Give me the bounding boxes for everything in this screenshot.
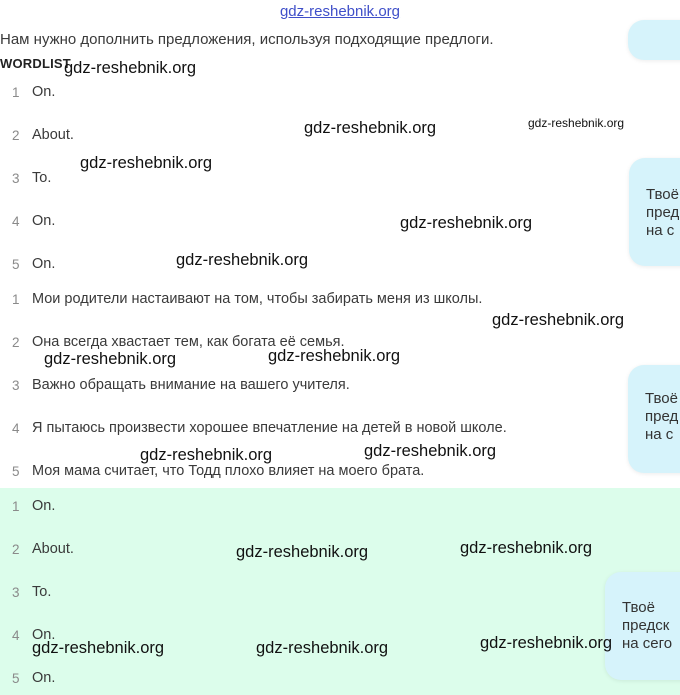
answer-item bbox=[0, 538, 74, 560]
item-text: Важно обращать внимание на вашего учителя. bbox=[32, 377, 350, 393]
watermark: gdz-reshebnik.org bbox=[80, 154, 213, 172]
wordlist-item bbox=[0, 210, 55, 232]
item-text: Я пытаюсь произвести хорошее впечатление на детей в новой школе. bbox=[32, 420, 507, 436]
wordlist-item bbox=[0, 124, 74, 146]
item-text: Моя мама считает, что Тодд плохо влияет на моего брата. bbox=[32, 463, 425, 479]
wordlist-item bbox=[0, 253, 55, 275]
item-text: On. bbox=[32, 627, 56, 643]
item-number: 2 bbox=[12, 127, 20, 143]
watermark: gdz-reshebnik.org bbox=[304, 119, 437, 137]
bubble-line: на сего bbox=[622, 635, 673, 652]
item-text: On. bbox=[32, 498, 56, 514]
answer-item bbox=[0, 495, 55, 517]
answer-item bbox=[0, 581, 51, 603]
bubble-line: на с bbox=[646, 222, 675, 239]
item-number: 4 bbox=[12, 213, 20, 229]
watermark: gdz-reshebnik.org bbox=[256, 639, 389, 657]
bubble-line: пред bbox=[645, 408, 679, 425]
item-number: 4 bbox=[12, 420, 20, 436]
item-text: About. bbox=[32, 541, 74, 557]
item-number: 2 bbox=[12, 334, 20, 350]
watermark: gdz-reshebnik.org bbox=[364, 442, 497, 460]
item-number: 5 bbox=[12, 256, 20, 272]
item-number: 5 bbox=[12, 463, 20, 479]
item-number: 2 bbox=[12, 541, 20, 557]
watermark: gdz-reshebnik.org bbox=[236, 543, 369, 561]
watermark: gdz-reshebnik.org bbox=[528, 116, 625, 130]
watermark: gdz-reshebnik.org bbox=[400, 214, 533, 232]
item-number: 3 bbox=[12, 377, 20, 393]
watermark: gdz-reshebnik.org bbox=[32, 639, 165, 657]
item-text: On. bbox=[32, 670, 56, 686]
chat-bubble-top[interactable] bbox=[628, 20, 680, 60]
watermark: gdz-reshebnik.org bbox=[176, 251, 309, 269]
bubble-line: на с bbox=[645, 426, 674, 443]
watermark: gdz-reshebnik.org bbox=[460, 539, 593, 557]
watermark: gdz-reshebnik.org bbox=[492, 311, 625, 329]
item-number: 4 bbox=[12, 627, 20, 643]
bubble-line: Твоё bbox=[646, 186, 679, 203]
instruction-text: Нам нужно дополнить предложения, используя подходящие предлоги. bbox=[0, 31, 494, 48]
item-number: 1 bbox=[12, 498, 20, 514]
chat-bubble-3[interactable] bbox=[605, 572, 680, 680]
item-text: Она всегда хвастает тем, как богата её семья. bbox=[32, 334, 345, 350]
item-number: 1 bbox=[12, 84, 20, 100]
item-text: On. bbox=[32, 84, 56, 100]
translation-item bbox=[0, 374, 350, 396]
translation-item bbox=[0, 288, 482, 310]
watermark: gdz-reshebnik.org bbox=[480, 634, 613, 652]
item-number: 1 bbox=[12, 291, 20, 307]
item-text: To. bbox=[32, 584, 52, 600]
chat-bubble-2[interactable] bbox=[628, 365, 680, 473]
wordlist-label: WORDLIST bbox=[0, 56, 71, 71]
bubble-line: Твоё bbox=[645, 390, 678, 407]
item-text: On. bbox=[32, 213, 56, 229]
translation-item bbox=[0, 417, 507, 439]
bubble-line: предск bbox=[622, 617, 670, 634]
item-number: 5 bbox=[12, 670, 20, 686]
watermark: gdz-reshebnik.org bbox=[44, 350, 177, 368]
item-text: Мои родители настаивают на том, чтобы забирать меня из школы. bbox=[32, 291, 483, 307]
item-number: 3 bbox=[12, 170, 20, 186]
answers-block bbox=[0, 488, 680, 695]
bubble-line: пред bbox=[646, 204, 680, 221]
chat-bubble-1[interactable] bbox=[629, 158, 680, 266]
watermark: gdz-reshebnik.org bbox=[268, 347, 401, 365]
item-text: About. bbox=[32, 127, 74, 143]
item-text: On. bbox=[32, 256, 56, 272]
wordlist-item bbox=[0, 81, 55, 103]
site-header-link[interactable]: gdz-reshebnik.org bbox=[279, 3, 401, 20]
bubble-line: Твоё bbox=[622, 599, 655, 616]
item-text: To. bbox=[32, 170, 52, 186]
watermark: gdz-reshebnik.org bbox=[140, 446, 273, 464]
watermark: gdz-reshebnik.org bbox=[64, 59, 197, 77]
wordlist-item bbox=[0, 167, 51, 189]
item-number: 3 bbox=[12, 584, 20, 600]
answer-item bbox=[0, 667, 55, 689]
